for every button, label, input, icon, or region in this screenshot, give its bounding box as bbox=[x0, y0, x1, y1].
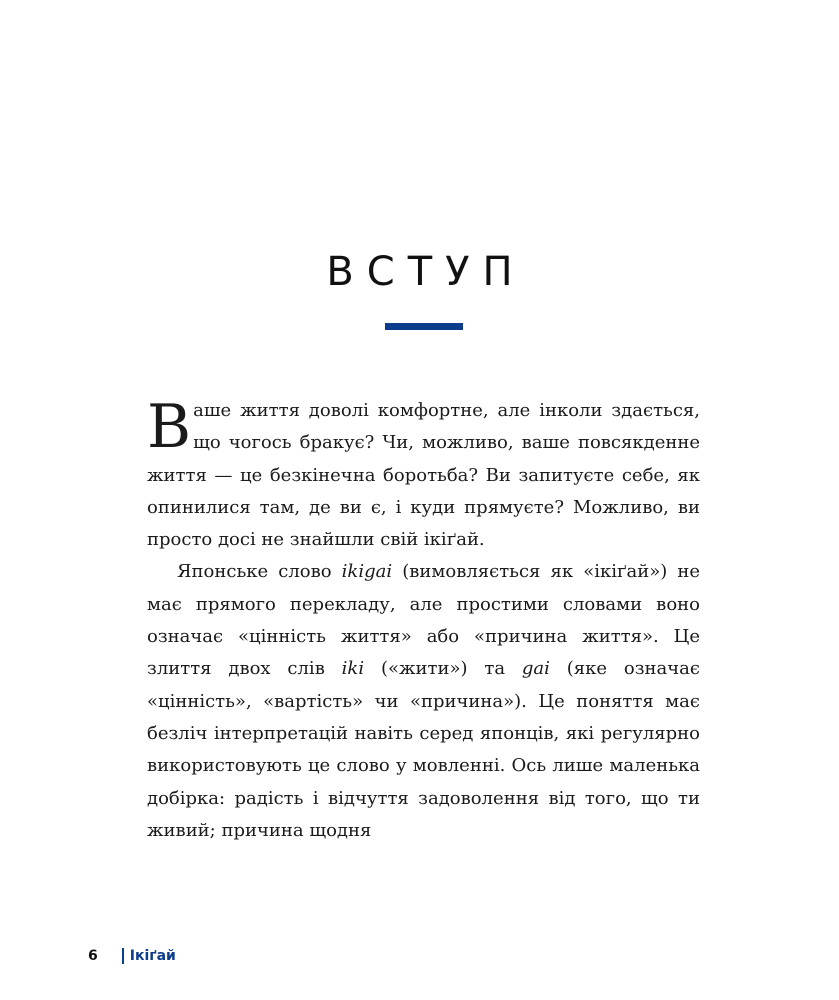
page-footer bbox=[88, 945, 176, 967]
term-ikigai: ikigai bbox=[341, 561, 393, 583]
paragraph-2-text-c: («жити») та bbox=[364, 658, 522, 680]
term-gai: gai bbox=[521, 658, 550, 680]
paragraph-2-text-b: (вимовляється як «ікіґай») не має прямого перекладу, але простими словами воно означає «цінність життя» або «причина життя». Це злиття двох слів bbox=[147, 561, 700, 680]
title-underline bbox=[385, 323, 463, 330]
term-iki: iki bbox=[341, 658, 365, 680]
paragraph-1-text: аше життя доволі комфортне, але інколи здається, що чогось бракує? Чи, можливо, ваше повсякденне життя — це безкінечна боротьба? Ви запитуєте себе, як опинилися там, де ви є, і куди прямуєте? Можливо, ви просто досі не знайшли свій ікіґай. bbox=[147, 400, 700, 551]
body-text bbox=[147, 392, 700, 847]
footer-divider bbox=[122, 948, 124, 964]
running-title: Ікіґай bbox=[129, 948, 176, 964]
paragraph-1 bbox=[147, 392, 700, 556]
paragraph-2-text-a: Японське слово bbox=[177, 561, 342, 583]
paragraph-2-text-d: (яке означає «цінність», «вартість» чи «причина»). Це поняття має безліч інтерпретацій навіть серед японців, які регулярно використовують це слово у мовленні. Ось лише маленька добірка: радість і відчуття задоволення від того, що ти живий; причина щодня bbox=[147, 658, 700, 841]
drop-cap: В bbox=[147, 392, 192, 462]
paragraph-2 bbox=[147, 556, 700, 847]
page-number: 6 bbox=[88, 948, 98, 964]
chapter-title: ВСТУП bbox=[326, 248, 526, 295]
